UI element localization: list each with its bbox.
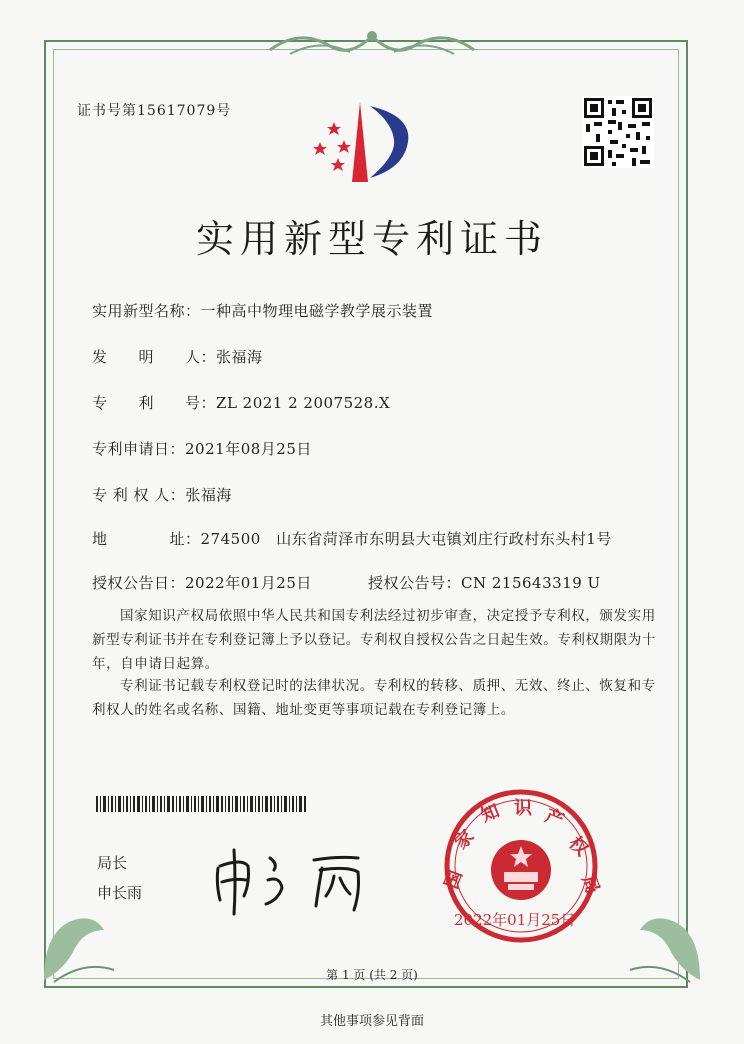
- field-label: 实用新型名称：: [92, 302, 201, 320]
- qr-code-icon: [582, 96, 654, 168]
- page-info: 第 1 页 (共 2 页): [326, 968, 418, 982]
- field-grant-date: [92, 572, 312, 593]
- paragraph-line: 新型专利证书并在专利登记簿上予以登记。专利权自授权公告之日起生效。专利权期限为十: [92, 632, 656, 648]
- director-title: 局长: [97, 854, 128, 872]
- field-value: CN 215643319 U: [461, 574, 601, 592]
- paragraph-line: 国家知识产权局依照中华人民共和国专利法经过初步审查，决定授予专利权，颁发实用: [120, 608, 656, 624]
- field-label: 专 利 号：: [92, 394, 217, 412]
- paragraph-line: 专利证书记载专利权登记时的法律状况。专利权的转移、质押、无效、终止、恢复和专: [120, 678, 656, 694]
- field-label: 授权公告号：: [368, 574, 462, 592]
- field-value: 2021年08月25日: [185, 440, 312, 458]
- svg-text:局: 局: [577, 872, 604, 897]
- back-note: 其他事项参见背面: [319, 1014, 424, 1029]
- cnipa-logo-icon: [308, 96, 420, 186]
- paragraph-line: 年，自申请日起算。: [92, 656, 219, 672]
- field-value: 2022年01月25日: [185, 574, 312, 592]
- svg-text:产: 产: [542, 805, 567, 832]
- field-label: 专 利 权 人：: [92, 486, 186, 504]
- field-label: 专利申请日：: [92, 440, 186, 458]
- field-label: 授权公告日：: [92, 574, 186, 592]
- svg-text:识: 识: [514, 798, 532, 819]
- svg-text:知: 知: [478, 800, 503, 827]
- field-address: [92, 528, 612, 549]
- field-label: 地 址：: [92, 530, 201, 548]
- barcode-icon: [96, 796, 308, 812]
- paragraph-line: 利权人的姓名或名称、国籍、地址变更等事项记载在专利登记簿上。: [92, 702, 515, 718]
- director-signature: [208, 838, 378, 918]
- svg-text:国: 国: [440, 867, 467, 892]
- statement-paragraph-1: [92, 604, 668, 676]
- field-value: 张福海: [185, 486, 232, 504]
- top-ornament: [260, 24, 484, 64]
- svg-text:权: 权: [564, 832, 593, 861]
- field-value: 一种高中物理电磁学教学展示装置: [200, 302, 434, 320]
- field-patentee: [92, 484, 232, 505]
- statement-paragraph-2: [92, 674, 668, 722]
- certificate-number: 证书号第15617079号: [77, 103, 232, 119]
- field-value: 274500 山东省菏泽市东明县大屯镇刘庄行政村东头村1号: [200, 530, 612, 548]
- field-inventor: [92, 346, 263, 367]
- field-application-date: [92, 438, 312, 459]
- svg-text:家: 家: [450, 825, 479, 854]
- seal-date: 2022年01月25日: [454, 911, 576, 929]
- field-label: 发 明 人：: [92, 348, 217, 366]
- director-name: 申长雨: [97, 884, 143, 902]
- certificate-title: 实用新型专利证书: [195, 217, 548, 261]
- field-value: ZL 2021 2 2007528.X: [216, 394, 391, 412]
- field-value: 张福海: [216, 348, 263, 366]
- field-grant-number: [368, 572, 601, 593]
- field-patent-number: [92, 392, 390, 413]
- field-utility-model-name: [92, 300, 433, 321]
